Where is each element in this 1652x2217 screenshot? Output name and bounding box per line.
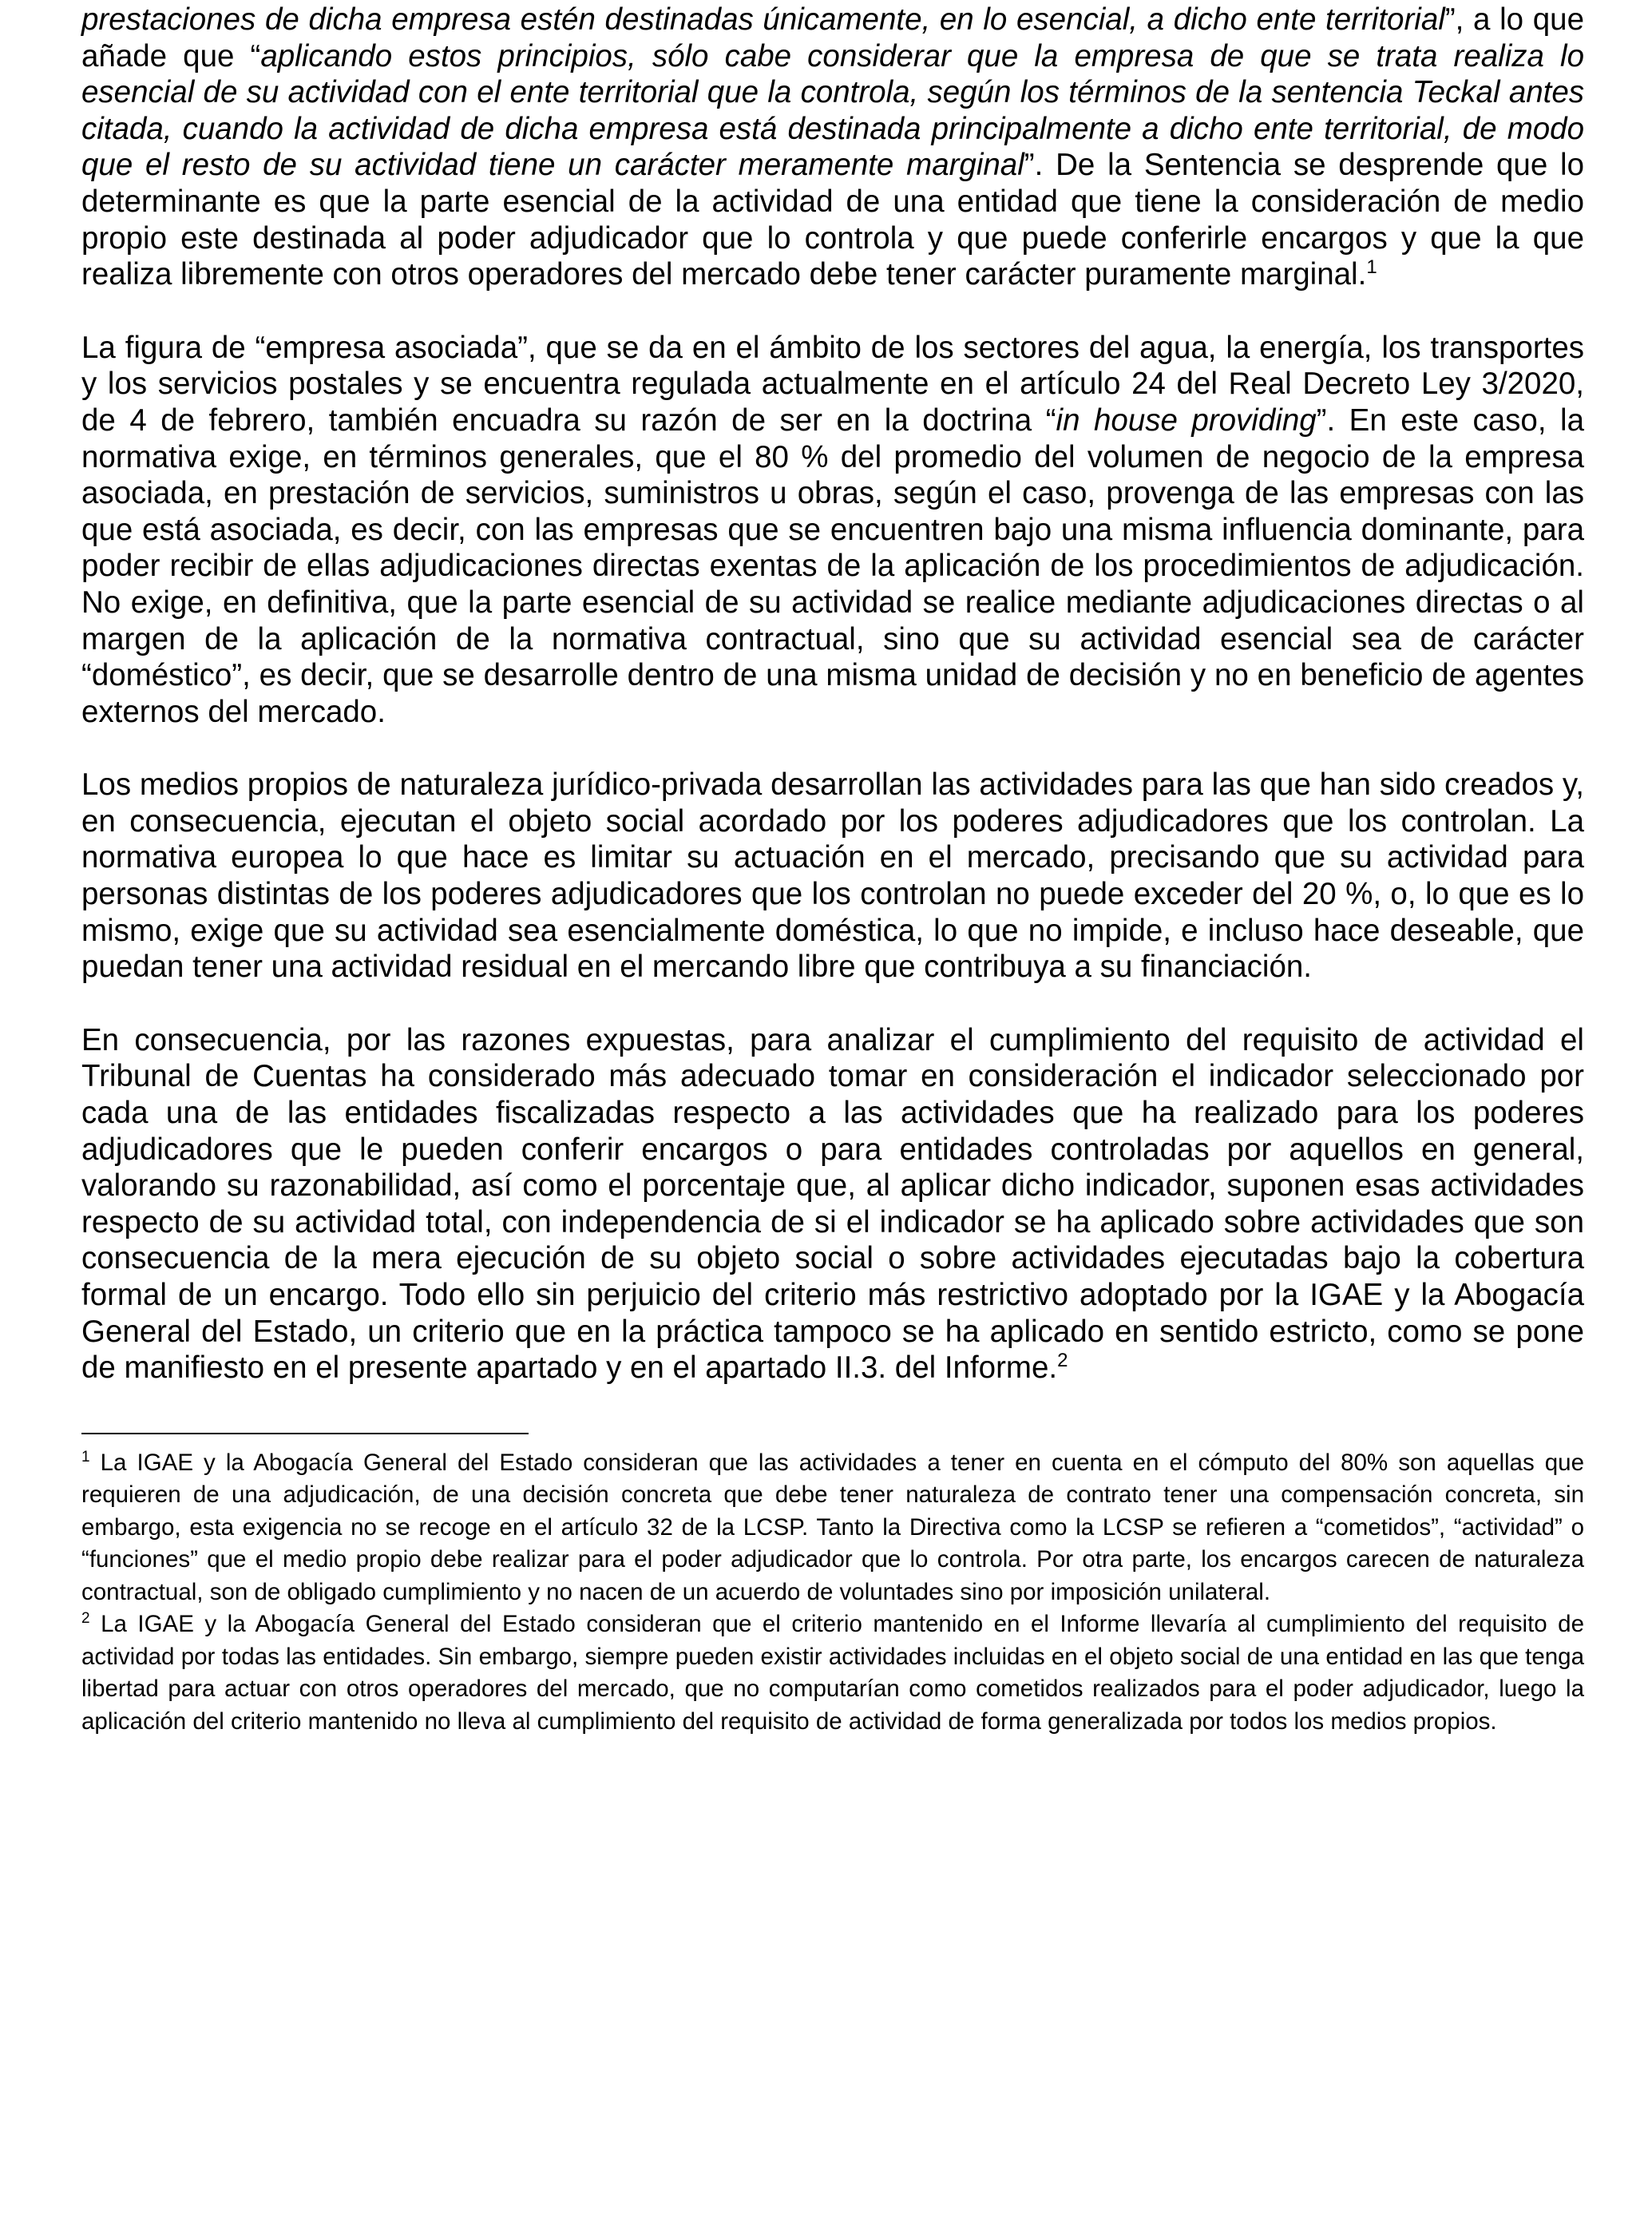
footnote-number: 1 (81, 1448, 90, 1465)
body-text: ”, a lo que añade que “ (81, 2, 1584, 73)
paragraph-teckal (81, 2, 1584, 293)
quote-text: aplicando estos principios, sólo cabe considerar que la empresa de que se trata realiza lo esencial de su actividad con el ente territorial que la controla, según los términos de la sentencia Teckal antes citada, cuando la actividad de dicha empresa está destinada principalmente a dicho ente territorial, de modo que el resto de su actividad tiene un carácter meramente marginal (81, 38, 1585, 183)
body-text: La figura de “empresa asociada”, que se da en el ámbito de los sectores del agua, la energía, los transportes y los servicios postales y se encuentra regulada actualmente en el artículo 24 del Real Decreto Ley 3/2020, de 4 de febrero, también encuadra su razón de ser en la doctrina “ (81, 330, 1584, 438)
footnote-1 (81, 1447, 1584, 1609)
paragraph-medios-propios: Los medios propios de naturaleza jurídico-privada desarrollan las actividades para las que han sido creados y, en consecuencia, ejecutan el objeto social acordado por los poderes adjudicadores que los controlan. La normativa europea lo que hace es limitar su actuación en el mercado, precisando que su actividad para personas distintas de los poderes adjudicadores que los controlan no puede exceder del 20 %, o, lo que es lo mismo, exige que su actividad sea esencialmente doméstica, lo que no impide, e incluso hace deseable, que puedan tener una actividad residual en el mercando libre que contribuya a su financiación. (81, 767, 1584, 985)
footnote-ref-2[interactable]: 2 (1057, 1350, 1068, 1372)
footnote-divider (81, 1433, 529, 1434)
body-text: En consecuencia, por las razones expuestas, para analizar el cumplimiento del requisito de actividad el Tribunal de Cuentas ha considerado más adecuado tomar en consideración el indicador seleccionado por cada una de las entidades fiscalizadas respecto a las actividades que ha realizado para los poderes adjudicadores que le pueden conferir encargos o para entidades controladas por aquellos en general, valorando su razonabilidad, así como el porcentaje que, al aplicar dicho indicador, suponen esas actividades respecto de su actividad total, con independencia de si el indicador se ha aplicado sobre actividades que son consecuencia de la mera ejecución de su objeto social o sobre actividades ejecutadas bajo la cobertura formal de un encargo. Todo ello sin perjuicio del criterio más restrictivo adoptado por la IGAE y la Abogacía General del Estado, un criterio que en la práctica tampoco se ha aplicado en sentido estricto, como se pone de manifiesto en el presente apartado y en el apartado II.3. del Informe. (81, 1022, 1584, 1386)
body-text: ”. En este caso, la normativa exige, en términos generales, que el 80 % del promedio del volumen de negocio de la empresa asociada, en prestación de servicios, suministros u obras, según el caso, provenga de las empresas con las que está asociada, es decir, con las empresas que se encuentren bajo una misma influencia dominante, para poder recibir de ellas adjudicaciones directas exentas de la aplicación de los procedimientos de adjudicación. No exige, en definitiva, que la parte esencial de su actividad se realice mediante adjudicaciones directas o al margen de la aplicación de la normativa contractual, sino que su actividad esencial sea de carácter “doméstico”, es decir, que se desarrolle dentro de una misma unidad de decisión y no en beneficio de agentes externos del mercado. (81, 403, 1584, 729)
quote-text: prestaciones de dicha empresa estén destinadas únicamente, en lo esencial, a dicho ente territorial (81, 2, 1445, 37)
body-text: ”. De la Sentencia se desprende que lo determinante es que la parte esencial de la actividad de una entidad que tiene la consideración de medio propio este destinada al poder adjudicador que lo controla y que puede conferirle encargos y que la que realiza libremente con otros operadores del mercado debe tener carácter puramente marginal. (81, 148, 1584, 292)
paragraph-consecuencia (81, 1022, 1584, 1386)
footnote-number: 2 (81, 1610, 90, 1628)
footnote-text: La IGAE y la Abogacía General del Estado consideran que el criterio mantenido en el Informe llevaría al cumplimiento del requisito de actividad por todas las entidades. Sin embargo, siempre pueden existir actividades incluidas en el objeto social de una entidad en las que tenga libertad para actuar con otros operadores del mercado, que no computarían como cometidos realizados para el poder adjudicador, luego la aplicación del criterio mantenido no lleva al cumplimiento del requisito de actividad de forma generalizada por todos los medios propios. (81, 1611, 1584, 1735)
document-page (81, 2, 1584, 1738)
italic-term: in house providing (1056, 403, 1317, 438)
paragraph-empresa-asociada (81, 330, 1584, 731)
footnote-ref-1[interactable]: 1 (1366, 256, 1377, 279)
footnote-2 (81, 1608, 1584, 1738)
footnote-text: La IGAE y la Abogacía General del Estado consideran que las actividades a tener en cuenta en el cómputo del 80% son aquellas que requieren de una adjudicación, de una decisión concreta que debe tener naturaleza de contrato tener una compensación concreta, sin embargo, esta exigencia no se recoge en el artículo 32 de la LCSP. Tanto la Directiva como la LCSP se refieren a “cometidos”, “actividad” o “funciones” que el medio propio debe realizar para el poder adjudicador que lo controla. Por otra parte, los encargos carecen de naturaleza contractual, son de obligado cumplimiento y no nacen de un acuerdo de voluntades sino por imposición unilateral. (81, 1449, 1584, 1605)
